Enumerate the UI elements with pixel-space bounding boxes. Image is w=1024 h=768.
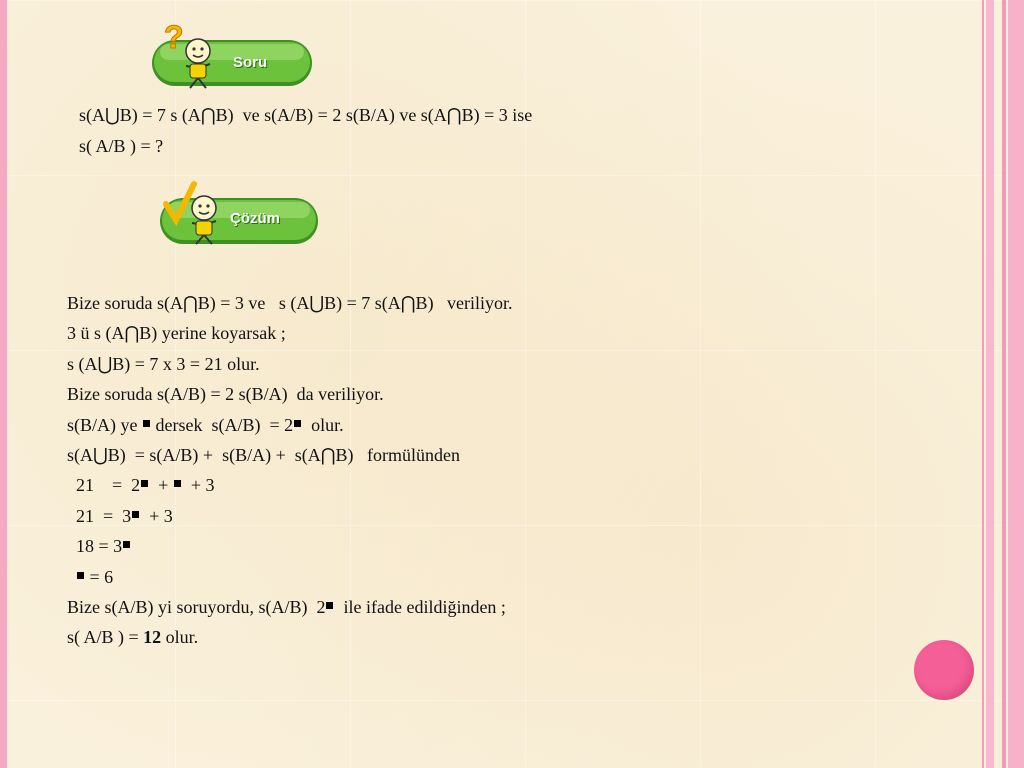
square-symbol-icon [143,420,150,427]
svg-text:?: ? [164,20,184,55]
square-symbol-icon [174,480,181,487]
solution-line: 21 = 3 + 3 [67,505,173,526]
solution-line: s (A⋃B) = 7 x 3 = 21 olur. [67,353,260,374]
solution-badge-label: Çözüm [230,210,280,227]
left-border-stripe [0,0,7,768]
right-border-stripes [978,0,1024,768]
solution-line: s(A⋃B) = s(A/B) + s(B/A) + s(A⋂B) formülünden [67,444,460,465]
solution-answer-line: s( A/B ) = 12 olur. [67,627,199,648]
question-line-1: s(A⋃B) = 7 s (A⋂B) ve s(A/B) = 2 s(B/A) ve s(A⋂B) = 3 ise [79,105,533,125]
solution-line: Bize soruda s(A/B) = 2 s(B/A) da veriliyor. [67,384,384,405]
solution-line: 3 ü s (A⋂B) yerine koyarsak ; [67,323,286,344]
square-symbol-icon [141,480,148,487]
solution-line: Bize s(A/B) yi soruyordu, s(A/B) 2 ile ifade edildiğinden ; [67,596,506,617]
question-line-2: s( A/B ) = ? [79,136,164,156]
square-symbol-icon [132,511,139,518]
square-symbol-icon [326,602,333,609]
solution-line: 18 = 3 [67,531,513,561]
solution-badge [158,180,320,248]
question-badge [150,20,320,92]
square-symbol-icon [77,572,84,579]
pink-circle-decoration [914,640,974,700]
solution-line: s(B/A) ye dersek s(A/B) = 2 olur. [67,414,344,435]
solution-line: 21 = 2 + + 3 [67,475,215,496]
solution-text [67,288,513,653]
question-badge-label: Soru [233,54,268,71]
solution-line: Bize soruda s(A⋂B) = 3 ve s (A⋃B) = 7 s(A⋂B) veriliyor. [67,293,513,313]
solution-line: = 6 [67,562,513,592]
square-symbol-icon [294,420,301,427]
square-symbol-icon [123,541,130,548]
question-text [79,100,532,162]
answer-value: 12 [143,627,162,648]
